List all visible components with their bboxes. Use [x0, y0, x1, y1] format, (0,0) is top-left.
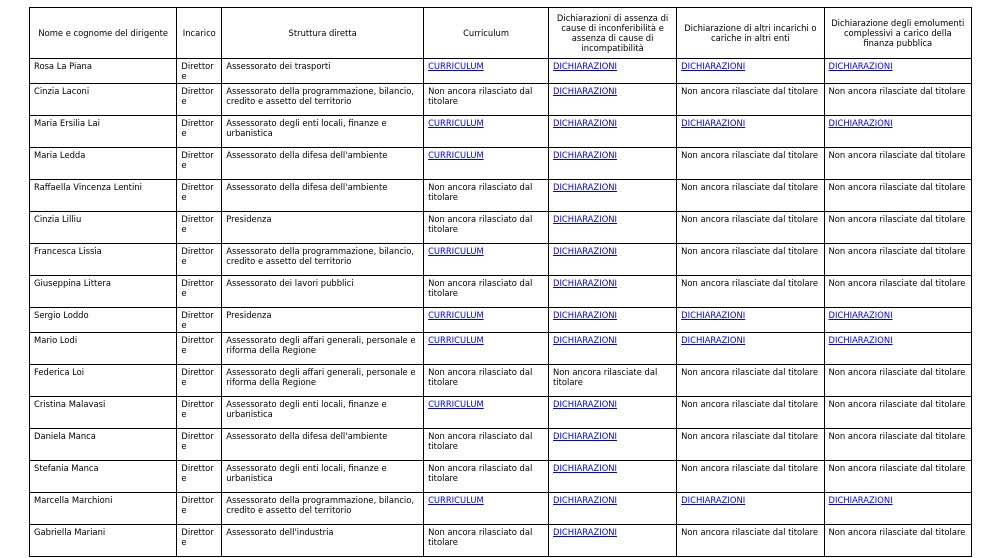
curriculum-link[interactable]: CURRICULUM [428, 495, 484, 505]
cell-curriculum: Non ancora rilasciato dal titolare [424, 429, 549, 461]
dichiarazioni-link[interactable]: DICHIARAZIONI [553, 399, 618, 409]
cell-curriculum [424, 148, 549, 180]
cell-incarico: Direttore [177, 461, 222, 493]
dichiarazioni-link[interactable]: DICHIARAZIONI [553, 278, 618, 288]
curriculum-link[interactable]: CURRICULUM [428, 61, 484, 71]
cell-emolumenti: Non ancora rilasciate dal titolare [824, 212, 971, 244]
cell-altri-incarichi: Non ancora rilasciate dal titolare [677, 397, 824, 429]
table-header [30, 8, 972, 59]
header-row [30, 8, 972, 59]
cell-incarico: Direttore [177, 212, 222, 244]
cell-incarico: Direttore [177, 333, 222, 365]
cell-nome: Raffaella Vincenza Lentini [30, 180, 177, 212]
header-nome: Nome e cognome del dirigente [30, 8, 177, 59]
cell-struttura: Assessorato dell'industria [222, 525, 424, 557]
cell-emolumenti [824, 116, 971, 148]
cell-altri-incarichi [677, 59, 824, 84]
header-curriculum: Curriculum [424, 8, 549, 59]
cell-nome: Federica Loi [30, 365, 177, 397]
cell-emolumenti: Non ancora rilasciate dal titolare [824, 365, 971, 397]
cell-incarico: Direttore [177, 116, 222, 148]
cell-emolumenti [824, 333, 971, 365]
cell-altri-incarichi: Non ancora rilasciate dal titolare [677, 212, 824, 244]
dichiarazioni-link[interactable]: DICHIARAZIONI [553, 463, 618, 473]
cell-curriculum: Non ancora rilasciato dal titolare [424, 212, 549, 244]
cell-struttura: Assessorato degli enti locali, finanze e urbanistica [222, 397, 424, 429]
cell-altri-incarichi: Non ancora rilasciate dal titolare [677, 244, 824, 276]
emolumenti-link[interactable]: DICHIARAZIONI [828, 61, 893, 71]
curriculum-link[interactable]: CURRICULUM [428, 246, 484, 256]
cell-dichiarazioni [549, 116, 677, 148]
cell-nome: Sergio Loddo [30, 308, 177, 333]
cell-curriculum [424, 397, 549, 429]
table-row [30, 397, 972, 429]
dirigenti-table [29, 7, 972, 557]
cell-struttura: Assessorato della programmazione, bilancio, credito e assetto del territorio [222, 84, 424, 116]
dichiarazioni-link[interactable]: DICHIARAZIONI [553, 495, 618, 505]
table-body [30, 59, 972, 557]
emolumenti-link[interactable]: DICHIARAZIONI [828, 335, 893, 345]
header-dichiarazioni-inconferibilita: Dichiarazioni di assenza di cause di inconferibilità e assenza di cause di incompatibilità [549, 8, 677, 59]
cell-incarico: Direttore [177, 493, 222, 525]
cell-emolumenti: Non ancora rilasciate dal titolare [824, 461, 971, 493]
cell-curriculum: Non ancora rilasciato dal titolare [424, 365, 549, 397]
dichiarazioni-link[interactable]: DICHIARAZIONI [553, 431, 618, 441]
cell-emolumenti: Non ancora rilasciate dal titolare [824, 525, 971, 557]
cell-altri-incarichi: Non ancora rilasciate dal titolare [677, 429, 824, 461]
table-row [30, 212, 972, 244]
cell-incarico: Direttore [177, 397, 222, 429]
cell-incarico: Direttore [177, 365, 222, 397]
cell-emolumenti: Non ancora rilasciate dal titolare [824, 180, 971, 212]
table-row [30, 276, 972, 308]
cell-curriculum: Non ancora rilasciato dal titolare [424, 525, 549, 557]
header-incarico: Incarico [177, 8, 222, 59]
cell-emolumenti: Non ancora rilasciate dal titolare [824, 276, 971, 308]
curriculum-link[interactable]: CURRICULUM [428, 310, 484, 320]
table-row [30, 333, 972, 365]
dichiarazioni-link[interactable]: DICHIARAZIONI [553, 527, 618, 537]
cell-curriculum [424, 333, 549, 365]
dichiarazioni-link[interactable]: DICHIARAZIONI [553, 61, 618, 71]
cell-incarico: Direttore [177, 244, 222, 276]
cell-dichiarazioni [549, 212, 677, 244]
altri-incarichi-link[interactable]: DICHIARAZIONI [681, 495, 746, 505]
cell-emolumenti [824, 493, 971, 525]
header-altri-incarichi: Dichiarazione di altri incarichi o cariche in altri enti [677, 8, 824, 59]
emolumenti-link[interactable]: DICHIARAZIONI [828, 310, 893, 320]
cell-curriculum [424, 244, 549, 276]
curriculum-link[interactable]: CURRICULUM [428, 399, 484, 409]
cell-nome: Cinzia Lilliu [30, 212, 177, 244]
curriculum-link[interactable]: CURRICULUM [428, 150, 484, 160]
cell-emolumenti: Non ancora rilasciate dal titolare [824, 84, 971, 116]
cell-struttura: Assessorato della difesa dell'ambiente [222, 429, 424, 461]
table-row [30, 493, 972, 525]
cell-altri-incarichi [677, 308, 824, 333]
cell-nome: Rosa La Piana [30, 59, 177, 84]
cell-nome: Cristina Malavasi [30, 397, 177, 429]
cell-incarico: Direttore [177, 429, 222, 461]
table-row [30, 429, 972, 461]
cell-dichiarazioni [549, 461, 677, 493]
table-row [30, 180, 972, 212]
cell-altri-incarichi [677, 333, 824, 365]
cell-struttura: Assessorato della difesa dell'ambiente [222, 180, 424, 212]
cell-emolumenti: Non ancora rilasciate dal titolare [824, 148, 971, 180]
cell-dichiarazioni [549, 244, 677, 276]
cell-curriculum: Non ancora rilasciato dal titolare [424, 276, 549, 308]
table-row [30, 148, 972, 180]
cell-dichiarazioni [549, 308, 677, 333]
cell-emolumenti: Non ancora rilasciate dal titolare [824, 429, 971, 461]
cell-curriculum: Non ancora rilasciato dal titolare [424, 180, 549, 212]
cell-dichiarazioni [549, 493, 677, 525]
cell-emolumenti: Non ancora rilasciate dal titolare [824, 397, 971, 429]
cell-struttura: Assessorato dei trasporti [222, 59, 424, 84]
cell-struttura: Assessorato della difesa dell'ambiente [222, 148, 424, 180]
cell-struttura: Assessorato degli enti locali, finanze e urbanistica [222, 461, 424, 493]
table-row [30, 59, 972, 84]
dichiarazioni-link[interactable]: DICHIARAZIONI [553, 246, 618, 256]
cell-curriculum [424, 308, 549, 333]
cell-struttura: Presidenza [222, 212, 424, 244]
emolumenti-link[interactable]: DICHIARAZIONI [828, 495, 893, 505]
cell-incarico: Direttore [177, 148, 222, 180]
cell-dichiarazioni [549, 180, 677, 212]
cell-dichiarazioni [549, 59, 677, 84]
cell-struttura: Assessorato degli enti locali, finanze e urbanistica [222, 116, 424, 148]
cell-dichiarazioni [549, 397, 677, 429]
cell-struttura: Assessorato degli affari generali, personale e riforma della Regione [222, 365, 424, 397]
table-row [30, 461, 972, 493]
cell-incarico: Direttore [177, 525, 222, 557]
cell-nome: Gabriella Mariani [30, 525, 177, 557]
cell-nome: Daniela Manca [30, 429, 177, 461]
cell-emolumenti [824, 59, 971, 84]
cell-dichiarazioni [549, 333, 677, 365]
cell-curriculum [424, 116, 549, 148]
curriculum-link[interactable]: CURRICULUM [428, 335, 484, 345]
cell-incarico: Direttore [177, 59, 222, 84]
dichiarazioni-link[interactable]: DICHIARAZIONI [553, 335, 618, 345]
cell-dichiarazioni [549, 525, 677, 557]
cell-dichiarazioni: Non ancora rilasciate dal titolare [549, 365, 677, 397]
cell-struttura: Assessorato degli affari generali, personale e riforma della Regione [222, 333, 424, 365]
table-row [30, 116, 972, 148]
cell-nome: Mario Lodi [30, 333, 177, 365]
cell-altri-incarichi: Non ancora rilasciate dal titolare [677, 148, 824, 180]
altri-incarichi-link[interactable]: DICHIARAZIONI [681, 61, 746, 71]
cell-nome: Marcella Marchioni [30, 493, 177, 525]
cell-altri-incarichi: Non ancora rilasciate dal titolare [677, 276, 824, 308]
cell-curriculum: Non ancora rilasciato dal titolare [424, 84, 549, 116]
cell-altri-incarichi: Non ancora rilasciate dal titolare [677, 525, 824, 557]
altri-incarichi-link[interactable]: DICHIARAZIONI [681, 118, 746, 128]
cell-altri-incarichi: Non ancora rilasciate dal titolare [677, 365, 824, 397]
cell-curriculum [424, 493, 549, 525]
dichiarazioni-link[interactable]: DICHIARAZIONI [553, 214, 618, 224]
dichiarazioni-link[interactable]: DICHIARAZIONI [553, 86, 618, 96]
table-row [30, 525, 972, 557]
cell-struttura: Assessorato della programmazione, bilancio, credito e assetto del territorio [222, 493, 424, 525]
dichiarazioni-link[interactable]: DICHIARAZIONI [553, 182, 618, 192]
header-struttura: Struttura diretta [222, 8, 424, 59]
cell-nome: Maria Ersilia Lai [30, 116, 177, 148]
curriculum-link[interactable]: CURRICULUM [428, 118, 484, 128]
cell-incarico: Direttore [177, 308, 222, 333]
cell-altri-incarichi: Non ancora rilasciate dal titolare [677, 461, 824, 493]
cell-struttura: Assessorato della programmazione, bilancio, credito e assetto del territorio [222, 244, 424, 276]
cell-struttura: Assessorato dei lavori pubblici [222, 276, 424, 308]
cell-nome: Stefania Manca [30, 461, 177, 493]
header-emolumenti: Dichiarazione degli emolumenti complessivi a carico della finanza pubblica [824, 8, 971, 59]
cell-altri-incarichi [677, 116, 824, 148]
cell-nome: Giuseppina Littera [30, 276, 177, 308]
cell-emolumenti [824, 308, 971, 333]
cell-incarico: Direttore [177, 180, 222, 212]
dichiarazioni-link[interactable]: DICHIARAZIONI [553, 310, 618, 320]
cell-altri-incarichi: Non ancora rilasciate dal titolare [677, 84, 824, 116]
cell-dichiarazioni [549, 429, 677, 461]
dichiarazioni-link[interactable]: DICHIARAZIONI [553, 118, 618, 128]
cell-nome: Francesca Lissia [30, 244, 177, 276]
cell-dichiarazioni [549, 84, 677, 116]
cell-altri-incarichi: Non ancora rilasciate dal titolare [677, 180, 824, 212]
altri-incarichi-link[interactable]: DICHIARAZIONI [681, 335, 746, 345]
cell-curriculum [424, 59, 549, 84]
table-row [30, 244, 972, 276]
table-row [30, 308, 972, 333]
cell-dichiarazioni [549, 276, 677, 308]
cell-incarico: Direttore [177, 84, 222, 116]
cell-emolumenti: Non ancora rilasciate dal titolare [824, 244, 971, 276]
emolumenti-link[interactable]: DICHIARAZIONI [828, 118, 893, 128]
cell-struttura: Presidenza [222, 308, 424, 333]
cell-nome: Maria Ledda [30, 148, 177, 180]
cell-altri-incarichi [677, 493, 824, 525]
cell-curriculum: Non ancora rilasciato dal titolare [424, 461, 549, 493]
cell-dichiarazioni [549, 148, 677, 180]
table-row [30, 365, 972, 397]
table-row [30, 84, 972, 116]
altri-incarichi-link[interactable]: DICHIARAZIONI [681, 310, 746, 320]
dichiarazioni-link[interactable]: DICHIARAZIONI [553, 150, 618, 160]
cell-incarico: Direttore [177, 276, 222, 308]
cell-nome: Cinzia Laconi [30, 84, 177, 116]
